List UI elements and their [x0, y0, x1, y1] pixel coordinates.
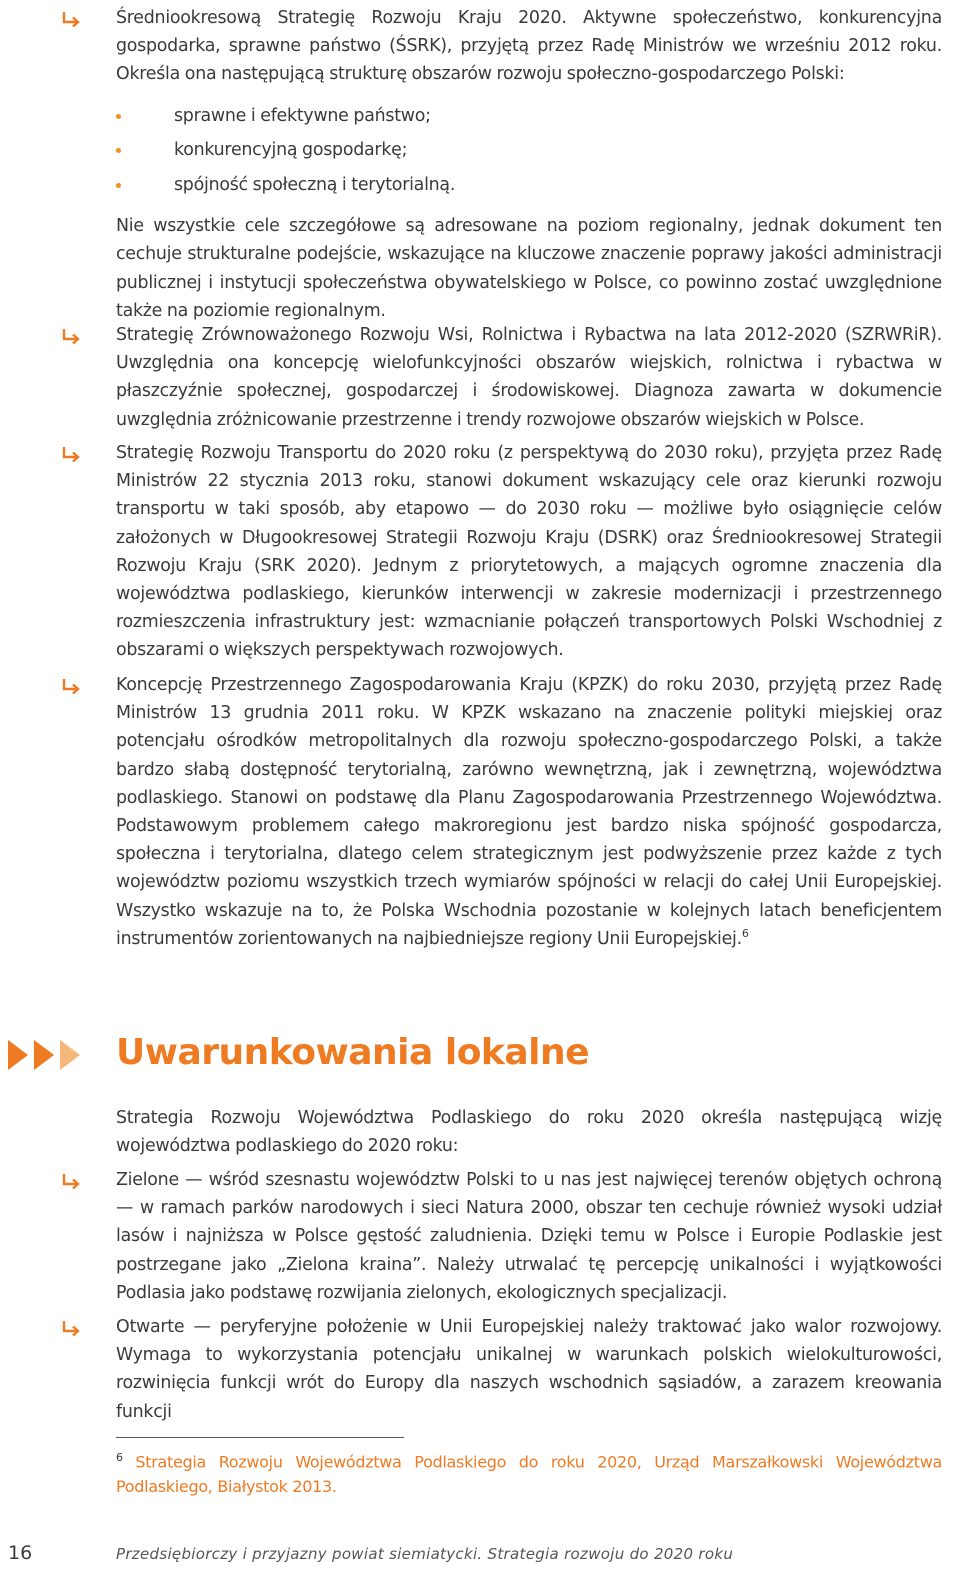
- page-number: 16: [8, 1542, 33, 1564]
- arrow-return-right-icon: [60, 10, 82, 32]
- section-intro: Strategia Rozwoju Województwa Podlaskiego do roku 2020 określa następującą wizję województwa podlaskiego do 2020 roku:: [116, 1108, 942, 1157]
- footer-title: Przedsiębiorczy i przyjazny powiat siemiatycki. Strategia rozwoju do 2020 roku: [116, 1545, 734, 1563]
- arrow-return-right-icon: [60, 1319, 82, 1341]
- list-item-text: [116, 4, 942, 325]
- footnote-number: 6: [116, 1451, 123, 1464]
- triple-chevron-icon: [8, 1038, 98, 1072]
- bullet-item: konkurencyjną gospodarkę;: [116, 133, 942, 168]
- bullet-item: spójność społeczną i terytorialną.: [116, 168, 942, 203]
- bullet-item: sprawne i efektywne państwo;: [116, 99, 942, 134]
- arrow-return-right-icon: [60, 327, 82, 349]
- arrow-return-right-icon: [60, 1172, 82, 1194]
- section-title: Uwarunkowania lokalne: [116, 1032, 590, 1073]
- paragraph: Nie wszystkie cele szczegółowe są adresowane na poziom regionalny, jednak dokument ten cechuje strukturalne podejście, wskazujące na kluczowe znaczenie poprawy jakości administracji publicznej i instytucji społeczeństwa obywatelskiego w Polsce, co powinno zostać uwzględnione także na poziomie regionalnym.: [116, 216, 942, 321]
- bullet-dot-icon: [116, 114, 121, 119]
- list-item: [60, 439, 940, 665]
- footnote-ref[interactable]: 6: [741, 927, 749, 941]
- footnote-text: Strategia Rozwoju Województwa Podlaskiego do roku 2020, Urząd Marszałkowski Województwa Podlaskiego, Białystok 2013.: [116, 1452, 942, 1497]
- list-item: [60, 1166, 940, 1307]
- list-item: [60, 1313, 940, 1426]
- section-heading: [8, 1032, 938, 1082]
- list-item-text: Zielone — wśród szesnastu województw Polski to u nas jest najwięcej terenów objętych ochroną — w ramach parków narodowych i sieci Natura 2000, obszar ten cechuje również wysoki udział lasów i najniższa w Polsce gęstość zaludnienia. Dzięki temu w Polsce i Europie Podlaskie jest postrzegane jako „Zielona kraina”. Należy utrwalać tę percepcję unikalności i wyjątkowości Podlasia jako podstawę rozwijania zielonych, ekologicznych specjalizacji.: [116, 1170, 942, 1303]
- bullet-list: [116, 99, 942, 203]
- list-item: [60, 671, 940, 953]
- arrow-return-right-icon: [60, 677, 82, 699]
- list-item-text: Strategię Zrównoważonego Rozwoju Wsi, Rolnictwa i Rybactwa na lata 2012-2020 (SZRWRiR). Uwzględnia ona koncepcję wielofunkcyjności obszarów wiejskich, rolnictwa i rybactwa w płaszczyźnie społecznej, gospodarczej i środowiskowej. Diagnoza zawarta w dokumencie uwzględnia zróżnicowanie przestrzenne i trendy rozwojowe obszarów wiejskich w Polsce.: [116, 325, 942, 430]
- list-item: [60, 321, 940, 434]
- footnote-divider: [116, 1437, 404, 1438]
- list-item: [60, 4, 940, 325]
- bullet-dot-icon: [116, 148, 121, 153]
- paragraph: Średniookresową Strategię Rozwoju Kraju 2020. Aktywne społeczeństwo, konkurencyjna gospodarka, sprawne państwo (ŚSRK), przyjętą przez Radę Ministrów we wrześniu 2012 roku. Określa ona następującą strukturę obszarów rozwoju społeczno-gospodarczego Polski:: [116, 8, 942, 85]
- list-item-text: Koncepcję Przestrzennego Zagospodarowania Kraju (KPZK) do roku 2030, przyjętą przez Radę Ministrów 13 grudnia 2011 roku. W KPZK wskazano na znaczenie polityki miejskiej oraz potencjału ośrodków metropolitalnych dla rozwoju społeczno-gospodarczego Polski, a także bardzo słabą dostępność terytorialną, zarówno wewnętrzną, jak i zewnętrzną, województwa podlaskiego. Stanowi on podstawę dla Planu Zagospodarowania Przestrzennego Województwa. Podstawowym problemem całego makroregionu jest bardzo niska spójność gospodarcza, społeczna i terytorialna, dlatego celem strategicznym jest podwyższenie przez każde z tych województw poziomu wszystkich trzech wymiarów spójności w relacji do całej Unii Europejskiej. Wszystko wskazuje na to, że Polska Wschodnia pozostanie w kolejnych latach beneficjentem instrumentów zorientowanych na najbiedniejsze regiony Unii Europejskiej.$^6$: [116, 675, 942, 949]
- footnote: [116, 1445, 942, 1499]
- bullet-dot-icon: [116, 183, 121, 188]
- list-item-text: Strategię Rozwoju Transportu do 2020 roku (z perspektywą do 2030 roku), przyjęta przez Radę Ministrów 22 stycznia 2013 roku, stanowi dokument wskazujący cele oraz kierunki rozwoju transportu w taki sposób, aby etapowo — do 2030 roku — możliwe było osiągnięcie celów założonych w Długookresowej Strategii Rozwoju Kraju (DSRK) oraz Średniookresowej Strategii Rozwoju Kraju (SRK 2020). Jednym z priorytetowych, a mających ogromne znaczenia dla województwa podlaskiego, kierunków interwencji w zakresie modernizacji i przestrzennego rozmieszczenia infrastruktury jest: wzmacnianie połączeń transportowych Polski Wschodniej z obszarami o większych perspektywach rozwojowych.: [116, 443, 942, 661]
- arrow-return-right-icon: [60, 445, 82, 467]
- list-item-text: Otwarte — peryferyjne położenie w Unii Europejskiej należy traktować jako walor rozwojowy. Wymaga to wykorzystania potencjału unikalnej w warunkach polskich wielokulturowości, rozwinięcia funkcji wrót do Europy dla naszych wschodnich sąsiadów, a zarazem kreowania funkcji: [116, 1317, 942, 1422]
